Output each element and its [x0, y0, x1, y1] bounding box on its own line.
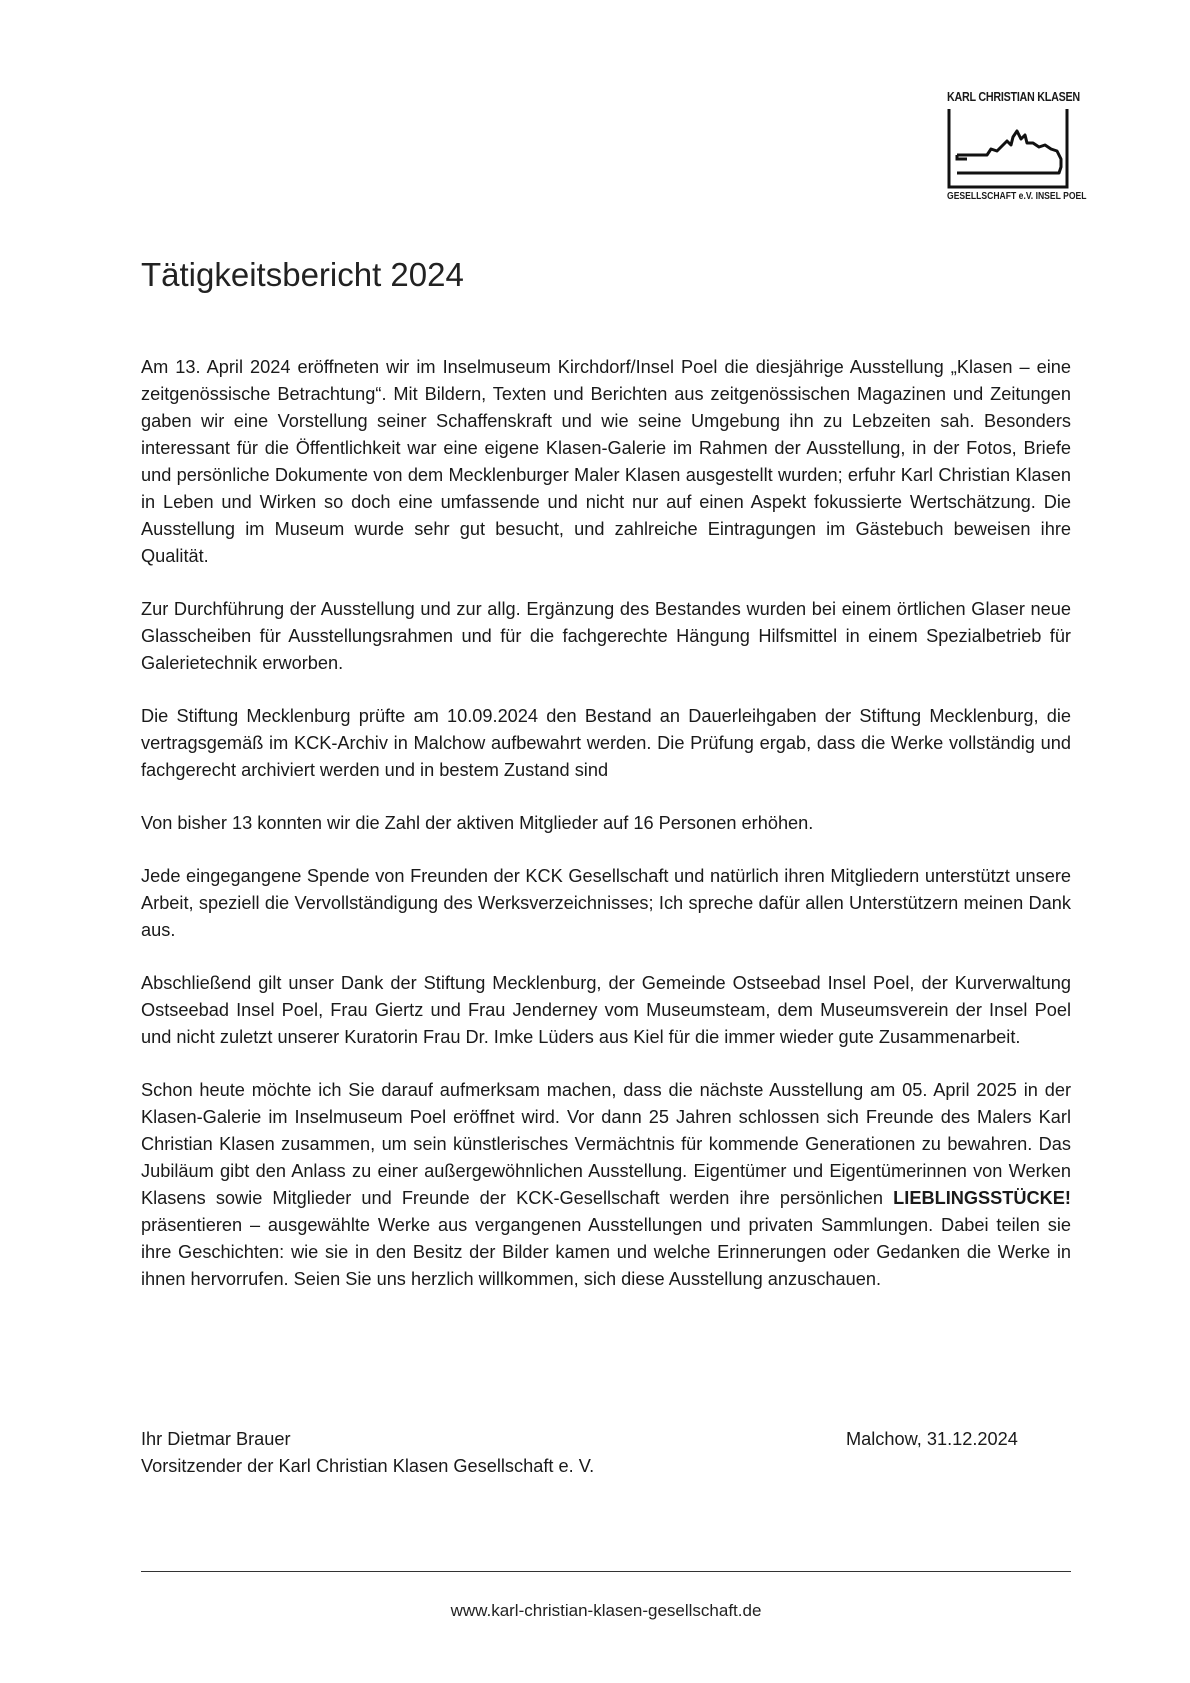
next-exhibition-text-start: Schon heute möchte ich Sie darauf aufmerksam machen, dass die nächste Ausstellung am 05. April 2025 in der Klasen-Galerie im Inselmuseum Poel eröffnet wird. Vor dann 25 Jahren schlossen sich Freunde des Malers Karl Christian Klasen zusammen, um sein künstlerisches Vermächtnis für kommende Generationen zu bewahren. Das Jubiläum gibt den Anlass zu einer außergewöhnlichen Ausstellung. Eigentümer und Eigentümerinnen von Werken Klasens sowie Mitglieder und Freunde der KCK-Gesellschaft werden ihre persönlichen	[141, 1080, 1071, 1208]
paragraph-thanks: Abschließend gilt unser Dank der Stiftung Mecklenburg, der Gemeinde Ostseebad Insel Poel, der Kurverwaltung Ostseebad Insel Poel, Frau Giertz und Frau Jenderney vom Museumsteam, dem Museumsverein der Insel Poel und nicht zuletzt unserer Kuratorin Frau Dr. Imke Lüders aus Kiel für die immer wieder gute Zusammenarbeit.	[141, 973, 1071, 1047]
next-exhibition-text-end: präsentieren – ausgewählte Werke aus vergangenen Ausstellungen und privaten Sammlungen. Dabei teilen sie ihre Geschichten: wie sie in den Besitz der Bilder kamen und welche Erinnerungen oder Gedanken die Werke in ihnen hervorrufen. Seien Sie uns herzlich willkommen, sich diese Ausstellung anzuschauen.	[141, 1215, 1071, 1289]
report-body	[141, 354, 1071, 1319]
paragraph-equipment: Zur Durchführung der Ausstellung und zur allg. Ergänzung des Bestandes wurden bei einem örtlichen Glaser neue Glasscheiben für Ausstellungsrahmen und für die fachgerechte Hängung Hilfsmittel in einem Spezialbetrieb für Galerietechnik erworben.	[141, 599, 1071, 673]
paragraph-next-exhibition	[141, 1077, 1071, 1293]
paragraph-foundation-review: Die Stiftung Mecklenburg prüfte am 10.09.2024 den Bestand an Dauerleihgaben der Stiftung Mecklenburg, die vertragsgemäß im KCK-Archiv in Malchow aufbewahrt werden. Die Prüfung ergab, dass die Werke vollständig und fachgerecht archiviert werden und in bestem Zustand sind	[141, 706, 1071, 780]
footer-website-link[interactable]: www.karl-christian-klasen-gesellschaft.de	[450, 1601, 762, 1620]
place-date: Malchow, 31.12.2024	[846, 1429, 1018, 1449]
signature-name: Ihr Dietmar Brauer	[141, 1429, 291, 1449]
paragraph-members: Von bisher 13 konnten wir die Zahl der aktiven Mitglieder auf 16 Personen erhöhen.	[141, 813, 814, 833]
highlight-lieblingsstuecke: LIEBLINGSSTÜCKE!	[893, 1188, 1071, 1208]
signature-role: Vorsitzender der Karl Christian Klasen Gesellschaft e. V.	[141, 1456, 595, 1476]
logo-bottom-text: GESELLSCHAFT e.V. INSEL POEL	[947, 191, 1087, 202]
footer-divider	[141, 1571, 1071, 1572]
castle-silhouette-logo-icon	[947, 107, 1071, 189]
paragraph-donations: Jede eingegangene Spende von Freunden der KCK Gesellschaft und natürlich ihren Mitgliedern unterstützt unsere Arbeit, speziell die Vervollständigung des Werksverzeichnisses; Ich spreche dafür allen Unterstützern meinen Dank aus.	[141, 866, 1071, 940]
society-logo	[947, 90, 1087, 208]
signature-block	[141, 1426, 594, 1480]
paragraph-exhibition: Am 13. April 2024 eröffneten wir im Inselmuseum Kirchdorf/Insel Poel die diesjährige Ausstellung „Klasen – eine zeitgenössische Betrachtung“. Mit Bildern, Texten und Berichten aus zeitgenössischen Magazinen und Zeitungen gaben wir eine Vorstellung seiner Schaffenskraft und wie seine Umgebung ihn zu Lebzeiten sah. Besonders interessant für die Öffentlichkeit war eine eigene Klasen-Galerie im Rahmen der Ausstellung, in der Fotos, Briefe und persönliche Dokumente von dem Mecklenburger Maler Klasen ausgestellt wurden; erfuhr Karl Christian Klasen in Leben und Wirken so doch eine umfassende und nicht nur auf einen Aspekt fokussierte Wertschätzung. Die Ausstellung im Museum wurde sehr gut besucht, und zahlreiche Eintragungen im Gästebuch beweisen ihre Qualität.	[141, 357, 1071, 566]
logo-top-text: KARL CHRISTIAN KLASEN	[947, 90, 1080, 104]
page-title: Tätigkeitsbericht 2024	[141, 256, 464, 293]
